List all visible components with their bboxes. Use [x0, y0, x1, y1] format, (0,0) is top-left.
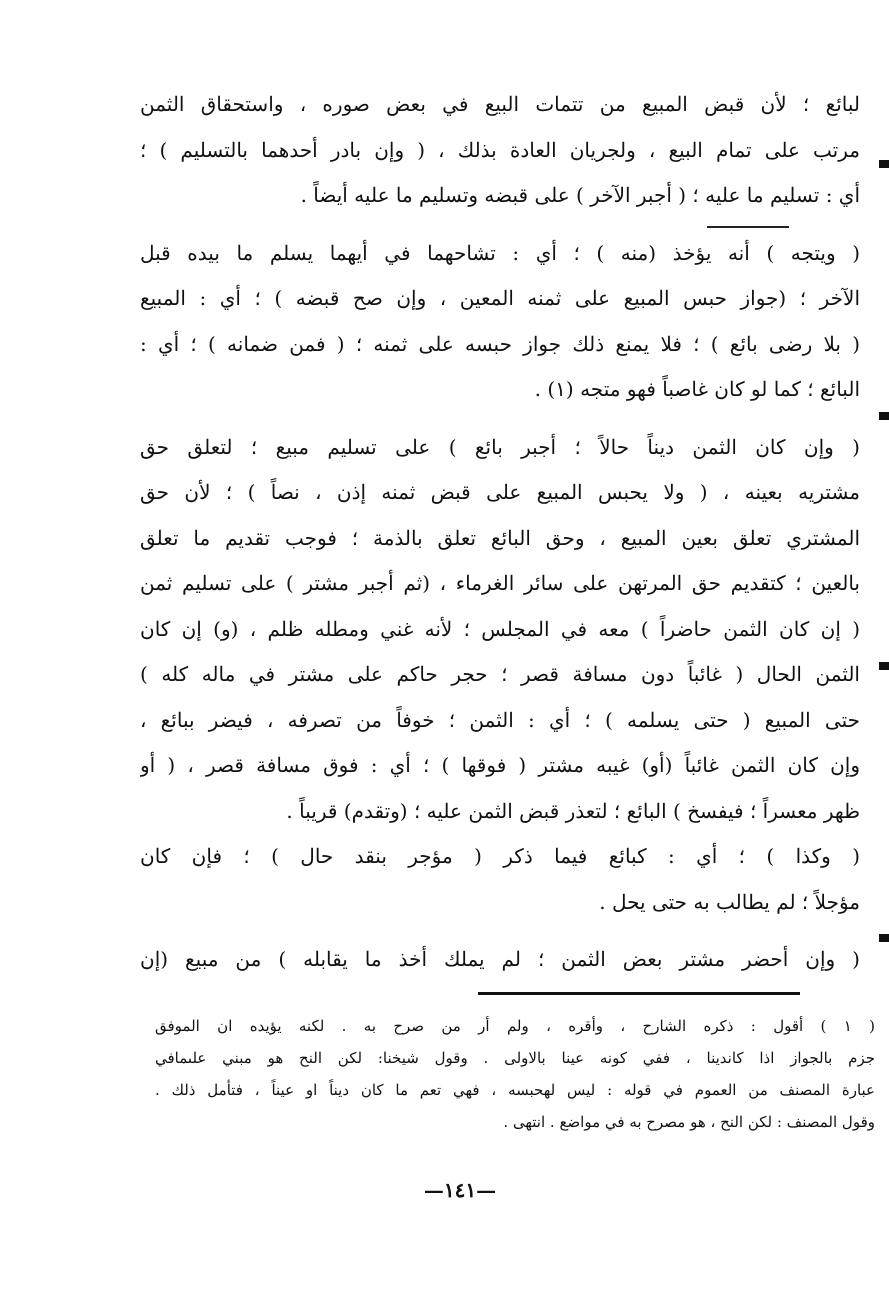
footnote-line: عبارة المصنف من العموم في قوله : ليس لهحبسه ، فهي تعم ما كان ديناً او عيناً ، فتأمل ذلك .	[155, 1081, 875, 1099]
text-line: مؤجلاً ؛ لم يطالب به حتى يحل .	[599, 889, 860, 914]
text-line: ( وكذا ) ؛ أي : كبائع فيما ذكر ( مؤجر بنقد حال ) ؛ فإن كان	[140, 844, 860, 868]
text-line: المشتري تعلق بعين المبيع ، وحق البائع تعلق بالذمة ؛ فوجب تقديم ما تعلق	[140, 525, 860, 550]
text-line: ( وإن كان الثمن ديناً حالاً ؛ أجبر بائع ) على تسليم مبيع ؛ لتعلق حق	[140, 434, 860, 459]
text-line: الآخر ؛ (جواز حبس المبيع على ثمنه المعين ، وإن صح قبضه ) ؛ أي : المبيع	[140, 286, 860, 310]
scan-edge-mark	[879, 412, 889, 420]
text-line: ( بلا رضى بائع ) ؛ فلا يمنع ذلك جواز حبسه على ثمنه ؛ ( فمن ضمانه ) ؛ أي :	[140, 331, 860, 356]
text-line: ( إن كان الثمن حاضراً ) معه في المجلس ؛ لأنه غني ومطله ظلم ، (و) إن كان	[140, 616, 860, 641]
footnote-line: جزم بالجواز اذا كاندينا ، ففي كونه عينا بالاولى . وقول شيخنا: لكن النح هو مبني علىمافي	[155, 1049, 875, 1067]
text-line: ظهر معسراً ؛ فيفسخ ) البائع ؛ لتعذر قبض الثمن عليه ؛ (وتقدم) قريباً .	[286, 798, 860, 823]
text-line: البائع ؛ كما لو كان غاصباً فهو متجه (١) .	[534, 377, 860, 401]
text-line: الثمن الحال ( غائباً دون مسافة قصر ؛ حجر حاكم على مشتر في ماله كله )	[140, 662, 860, 686]
text-line: مشتريه بعينه ، ( ولا يحبس المبيع على قبض ثمنه إذن ، نصاً ) ؛ لأن حق	[140, 480, 860, 504]
text-line: ( ويتجه ) أنه يؤخذ (منه ) ؛ أي : تشاحهما في أيهما يسلم ما بيده قبل	[140, 240, 860, 265]
scan-edge-mark	[879, 662, 889, 670]
text-line: أي : تسليم ما عليه ؛ ( أجبر الآخر ) على قبضه وتسليم ما عليه أيضاً .	[300, 183, 860, 207]
text-line: وإن كان الثمن غائباً (أو) غيبه مشتر ( فوقها ) ؛ أي : فوق مسافة قصر ، ( أو	[140, 753, 860, 777]
text-line: مرتب على تمام البيع ، ولجريان العادة بذلك ، ( وإن بادر أحدهما بالتسليم ) ؛	[140, 137, 860, 162]
text-line: حتى المبيع ( حتى يسلمه ) ؛ أي : الثمن ؛ خوفاً من تصرفه ، فيضر ببائع ،	[140, 707, 860, 732]
text-line: لبائع ؛ لأن قبض المبيع من تتمات البيع في بعض صوره ، واستحقاق الثمن	[140, 92, 860, 116]
footnotes	[155, 1010, 875, 1138]
text-line: بالعين ؛ كتقديم حق المرتهن على سائر الغرماء ، (ثم أجبر مشتر ) على تسليم ثمن	[140, 571, 860, 595]
footnote-line: وقول المصنف : لكن النح ، هو مصرح به في مواضع . انتهى .	[503, 1113, 875, 1131]
footnote-separator	[478, 992, 800, 995]
scan-edge-mark	[879, 934, 889, 942]
footnote-line: ( ١ ) أقول : ذكره الشارح ، وأقره ، ولم أر من صرح به . لكنه يؤيده ان الموفق	[155, 1017, 875, 1035]
main-text	[140, 82, 860, 983]
scan-edge-mark	[879, 160, 889, 168]
text-line: ( وإن أحضر مشتر بعض الثمن ؛ لم يملك أخذ ما يقابله ) من مبيع (إن	[140, 947, 860, 971]
page-number: —١٤١—	[423, 1178, 497, 1202]
